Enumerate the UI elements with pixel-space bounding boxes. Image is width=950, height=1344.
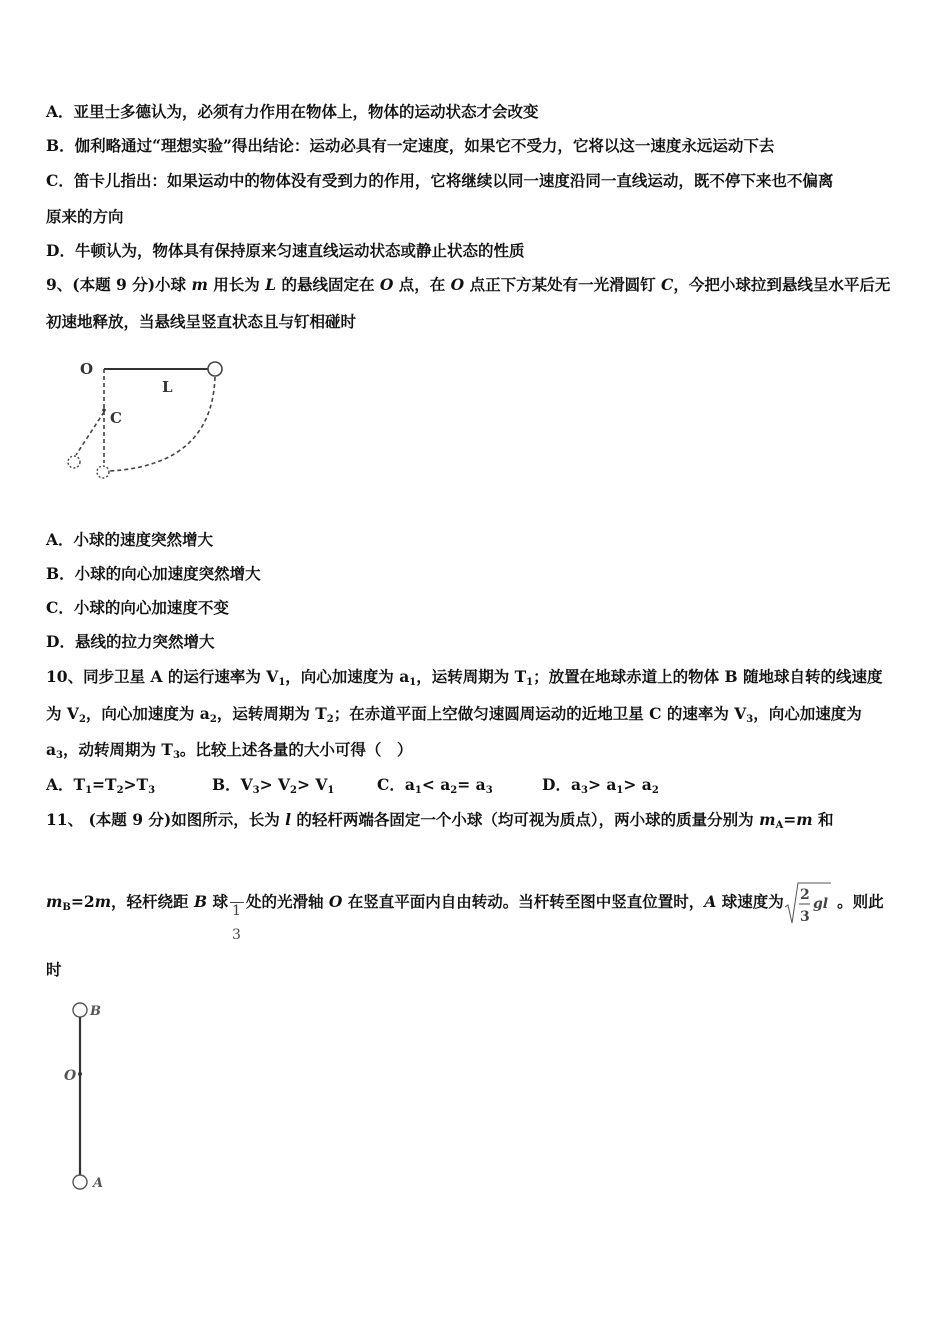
- q11-sub: B: [62, 902, 71, 913]
- q10-text: 同步卫星 A 的运行速率为 V: [83, 667, 279, 686]
- q9-score: (本题 9 分): [72, 275, 156, 294]
- q11-stem-line3: 时: [46, 960, 62, 979]
- q9-ball-bottom: [97, 466, 109, 478]
- q9-stem-line2: 初速地释放，当悬线呈竖直状态且与钉相碰时: [46, 312, 357, 331]
- q9-text: 的悬线固定在: [276, 275, 380, 294]
- q11-var-B: B: [193, 892, 208, 911]
- q11-sqrt-expression: [784, 877, 832, 929]
- q10-sub: 3: [56, 750, 64, 761]
- q10-sub: 1: [278, 677, 286, 688]
- q10-option-d: D．$a_3> a_1> a_2$: [542, 775, 659, 796]
- q11-text: 球速度为: [716, 892, 784, 911]
- q9-label-L: L: [162, 378, 173, 396]
- q11-var-m: m: [94, 892, 112, 911]
- q10-text: 。比较上述各量的大小可得（ ）: [179, 740, 413, 759]
- q11-var-m: m: [796, 810, 813, 829]
- q11-text: 在竖直平面内自由转动。当杆转至图中竖直位置时，: [342, 892, 705, 911]
- q11-label-A: A: [93, 1176, 104, 1191]
- q11-label-O: O: [64, 1068, 77, 1084]
- q11-fraction: [230, 881, 244, 943]
- q10-sub: 3: [746, 714, 754, 725]
- q10-option-c: C．$a_1< a_2= a_3$: [377, 775, 493, 796]
- q10-option-a: A．$T_1=T_2>T_3$: [46, 775, 156, 796]
- q11-text: ，轻杆绕距: [111, 892, 194, 911]
- q11-pivot: [78, 1072, 82, 1076]
- q10-sub: 2: [78, 714, 86, 725]
- q10-text: ，向心加速度为 a: [285, 667, 410, 686]
- q11-text: =2: [70, 892, 95, 911]
- q9-pendulum-figure: [60, 355, 240, 485]
- q9-text: 点正下方某处有一光滑圆钉: [464, 275, 661, 294]
- q10-option-b: B．$V_3> V_2> V_1$: [212, 775, 335, 796]
- q8-option-a: A．亚里士多德认为，必须有力作用在物体上，物体的运动状态才会改变: [46, 102, 539, 121]
- q10-text: ，动转周期为 T: [63, 740, 173, 759]
- q9-option-c: C．小球的向心加速度不变: [46, 598, 229, 617]
- q11-sub: A: [775, 820, 784, 831]
- q10-text: ；放置在地球赤道上的物体 B 随地球自转的线速度: [533, 667, 883, 686]
- q9-stem-line1: [46, 275, 890, 295]
- q11-text: 球: [207, 892, 228, 911]
- q11-ball-A: [73, 1175, 87, 1189]
- q9-var-L: L: [265, 275, 277, 294]
- q10-stem-line3: [46, 740, 412, 760]
- q9-option-b: B．小球的向心加速度突然增大: [46, 564, 261, 583]
- q10-sub: 1: [409, 677, 417, 688]
- q11-text: 处的光滑轴: [245, 892, 329, 911]
- q11-rod-figure: [55, 998, 125, 1198]
- q11-text: =: [783, 810, 797, 829]
- q9-text: ，今把小球拉到悬线呈水平后无: [673, 275, 891, 294]
- q9-number: 9、: [46, 275, 73, 294]
- q11-sqrt-denominator: 3: [799, 909, 810, 925]
- q10-number: 10、: [46, 667, 84, 686]
- q10-text: ，向心加速度为 a: [85, 704, 210, 723]
- q10-stem-line2: [46, 704, 862, 724]
- q11-var-A: A: [704, 892, 717, 911]
- q11-var-O: O: [328, 892, 343, 911]
- q11-score: (本题 9 分): [83, 810, 172, 829]
- q10-sub: 1: [526, 677, 534, 688]
- q11-stem-line1: [46, 810, 834, 830]
- q10-sub: 2: [326, 714, 334, 725]
- q11-text: 和: [812, 810, 834, 829]
- q9-swing-string: [76, 412, 104, 455]
- q10-text: ，运转周期为 T: [416, 667, 527, 686]
- q9-nail: [102, 408, 106, 412]
- q11-var-l: l: [285, 810, 292, 829]
- q10-sub: 3: [172, 750, 180, 761]
- q9-text: 小球: [155, 275, 192, 294]
- q11-frac-numerator: 1: [231, 903, 241, 919]
- q8-option-c-line1: C．笛卡儿指出：如果运动中的物体没有受到力的作用，它将继续以同一速度沿同一直线运动，既不停下来也不偏离: [46, 171, 834, 190]
- q11-frac-denominator: 3: [231, 927, 241, 943]
- q9-var-O: O: [379, 275, 394, 294]
- q9-ball-initial: [208, 362, 222, 376]
- q11-ball-B: [73, 1003, 87, 1017]
- q11-var-m: m: [46, 892, 63, 911]
- q8-option-c-line2: 原来的方向: [46, 207, 124, 226]
- q9-option-a: A．小球的速度突然增大: [46, 530, 214, 549]
- q11-stem-line2: [46, 872, 884, 943]
- q11-sqrt-gl: gl: [812, 896, 828, 912]
- q9-var-O: O: [450, 275, 465, 294]
- q11-text: 如图所示，长为: [171, 810, 286, 829]
- q10-text: ，运转周期为 T: [216, 704, 327, 723]
- q11-label-B: B: [90, 1004, 101, 1019]
- q10-text: 为 V: [46, 704, 79, 723]
- q9-label-C: C: [110, 409, 122, 427]
- q10-text: ；在赤道平面上空做匀速圆周运动的近地卫星 C 的速率为 V: [333, 704, 747, 723]
- q9-var-C: C: [660, 275, 674, 294]
- q9-text: 点，在: [393, 275, 451, 294]
- q10-sub: 2: [209, 714, 217, 725]
- q11-sqrt-numerator: 2: [799, 887, 810, 903]
- q8-option-d: D．牛顿认为，物体具有保持原来匀速直线运动状态或静止状态的性质: [46, 241, 525, 260]
- q9-var-m: m: [191, 275, 208, 294]
- q11-text: 。则此: [831, 892, 884, 911]
- q11-number: 11、: [46, 810, 84, 829]
- q9-option-d: D．悬线的拉力突然增大: [46, 632, 215, 651]
- q10-text: a: [46, 740, 57, 759]
- q8-option-b: B．伽利略通过“理想实验”得出结论：运动必具有一定速度，如果它不受力，它将以这一速度永远运动下去: [46, 136, 775, 155]
- q10-stem-line1: [46, 667, 883, 687]
- q10-text: ，向心加速度为: [753, 704, 862, 723]
- q11-var-m: m: [759, 810, 776, 829]
- q9-label-O: O: [80, 360, 94, 378]
- q9-text: 用长为: [207, 275, 266, 294]
- q11-text: 的轻杆两端各固定一个小球（均可视为质点），两小球的质量分别为: [291, 810, 760, 829]
- q9-ball-after: [68, 456, 80, 468]
